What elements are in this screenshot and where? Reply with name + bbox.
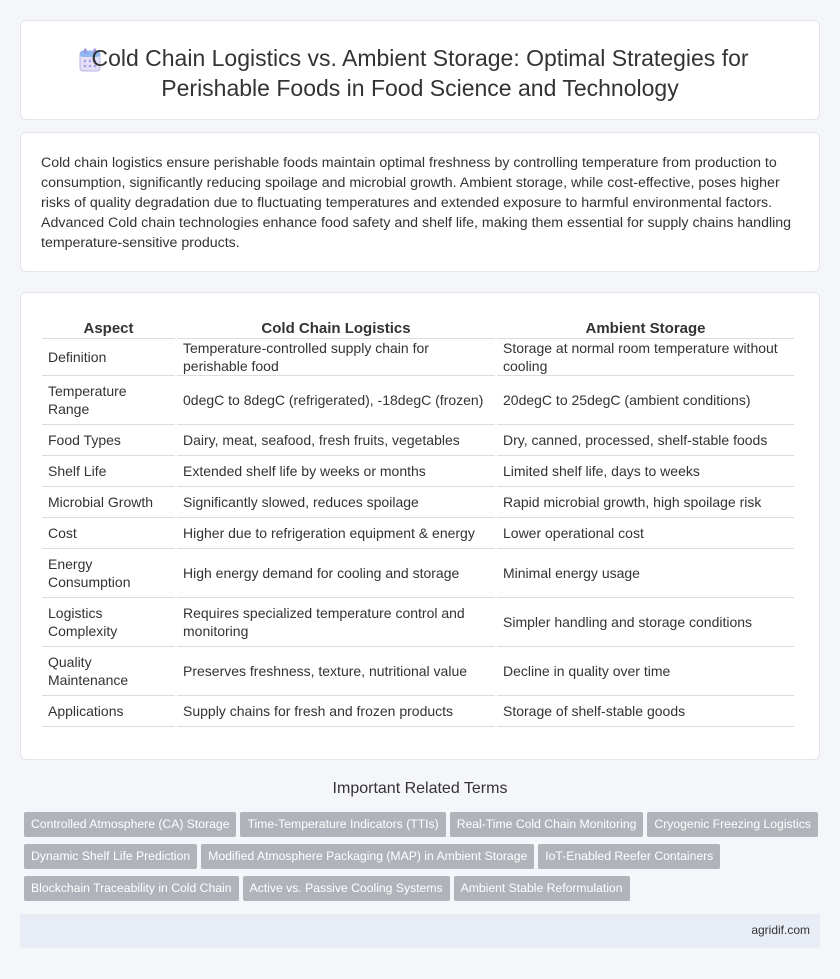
table-row <box>42 376 794 425</box>
related-term-tag[interactable]: Time-Temperature Indicators (TTIs) <box>240 812 445 837</box>
ambient-cell: Dry, canned, processed, shelf-stable foods <box>497 425 794 456</box>
summary-card <box>20 132 820 272</box>
header-cold-chain: Cold Chain Logistics <box>177 313 495 339</box>
header-aspect: Aspect <box>42 313 175 339</box>
cold-chain-cell: Extended shelf life by weeks or months <box>177 456 495 487</box>
ambient-cell: Limited shelf life, days to weeks <box>497 456 794 487</box>
aspect-cell: Shelf Life <box>42 456 175 487</box>
aspect-cell: Cost <box>42 518 175 549</box>
title-card <box>20 20 820 120</box>
aspect-cell: Temperature Range <box>42 376 175 425</box>
related-term-tag[interactable]: Modified Atmosphere Packaging (MAP) in Ambient Storage <box>201 844 534 869</box>
related-term-tag[interactable]: IoT-Enabled Reefer Containers <box>538 844 720 869</box>
cold-chain-cell: High energy demand for cooling and storage <box>177 549 495 598</box>
ambient-cell: Simpler handling and storage conditions <box>497 598 794 647</box>
cold-chain-cell: Preserves freshness, texture, nutritional value <box>177 647 495 696</box>
table-row <box>42 425 794 456</box>
table-row <box>42 456 794 487</box>
footer-site-link[interactable]: agridif.com <box>751 923 810 937</box>
related-term-tag[interactable]: Ambient Stable Reformulation <box>454 876 630 901</box>
header-ambient: Ambient Storage <box>497 313 794 339</box>
ambient-cell: 20degC to 25degC (ambient conditions) <box>497 376 794 425</box>
table-row <box>42 549 794 598</box>
related-terms-heading: Important Related Terms <box>332 780 508 797</box>
cold-chain-cell: Significantly slowed, reduces spoilage <box>177 487 495 518</box>
aspect-cell: Applications <box>42 696 175 727</box>
aspect-cell: Microbial Growth <box>42 487 175 518</box>
page-title: Cold Chain Logistics vs. Ambient Storage: Optimal Strategies for Perishable Foods in Food Science and Technology <box>91 45 749 101</box>
cold-chain-cell: Requires specialized temperature control and monitoring <box>177 598 495 647</box>
table-row <box>42 696 794 727</box>
related-term-tag[interactable]: Real-Time Cold Chain Monitoring <box>450 812 644 837</box>
ambient-cell: Minimal energy usage <box>497 549 794 598</box>
cold-chain-cell: Temperature-controlled supply chain for perishable food <box>177 339 495 376</box>
ambient-cell: Lower operational cost <box>497 518 794 549</box>
comparison-table-card <box>20 292 820 760</box>
cold-chain-cell: Higher due to refrigeration equipment & energy <box>177 518 495 549</box>
table-row <box>42 647 794 696</box>
related-term-tag[interactable]: Blockchain Traceability in Cold Chain <box>24 876 239 901</box>
table-row <box>42 339 794 376</box>
table-header-row <box>42 313 794 339</box>
cold-chain-cell: 0degC to 8degC (refrigerated), -18degC (frozen) <box>177 376 495 425</box>
table-row <box>42 518 794 549</box>
related-term-tag[interactable]: Active vs. Passive Cooling Systems <box>243 876 450 901</box>
table-row <box>42 487 794 518</box>
aspect-cell: Definition <box>42 339 175 376</box>
related-term-tag[interactable]: Cryogenic Freezing Logistics <box>647 812 817 837</box>
aspect-cell: Logistics Complexity <box>42 598 175 647</box>
table-row <box>42 598 794 647</box>
ambient-cell: Decline in quality over time <box>497 647 794 696</box>
comparison-table <box>40 313 796 727</box>
ambient-cell: Storage at normal room temperature without cooling <box>497 339 794 376</box>
aspect-cell: Quality Maintenance <box>42 647 175 696</box>
ambient-cell: Rapid microbial growth, high spoilage risk <box>497 487 794 518</box>
aspect-cell: Food Types <box>42 425 175 456</box>
cold-chain-cell: Dairy, meat, seafood, fresh fruits, vegetables <box>177 425 495 456</box>
related-term-tag[interactable]: Dynamic Shelf Life Prediction <box>24 844 197 869</box>
aspect-cell: Energy Consumption <box>42 549 175 598</box>
ambient-cell: Storage of shelf-stable goods <box>497 696 794 727</box>
cold-chain-cell: Supply chains for fresh and frozen products <box>177 696 495 727</box>
related-term-tag[interactable]: Controlled Atmosphere (CA) Storage <box>24 812 236 837</box>
footer <box>20 914 820 948</box>
summary-text: Cold chain logistics ensure perishable foods maintain optimal freshness by controlling temperature from production to consumption, significantly reducing spoilage and microbial growth. Ambient storage, while cost-effective, poses higher risks of quality degradation due to fluctuating temperatures and extended exposure to harmful environmental factors. Advanced Cold chain technologies enhance food safety and shelf life, making them essential for supply chains handling temperature-sensitive products. <box>41 155 792 251</box>
related-terms-tags <box>24 812 824 908</box>
